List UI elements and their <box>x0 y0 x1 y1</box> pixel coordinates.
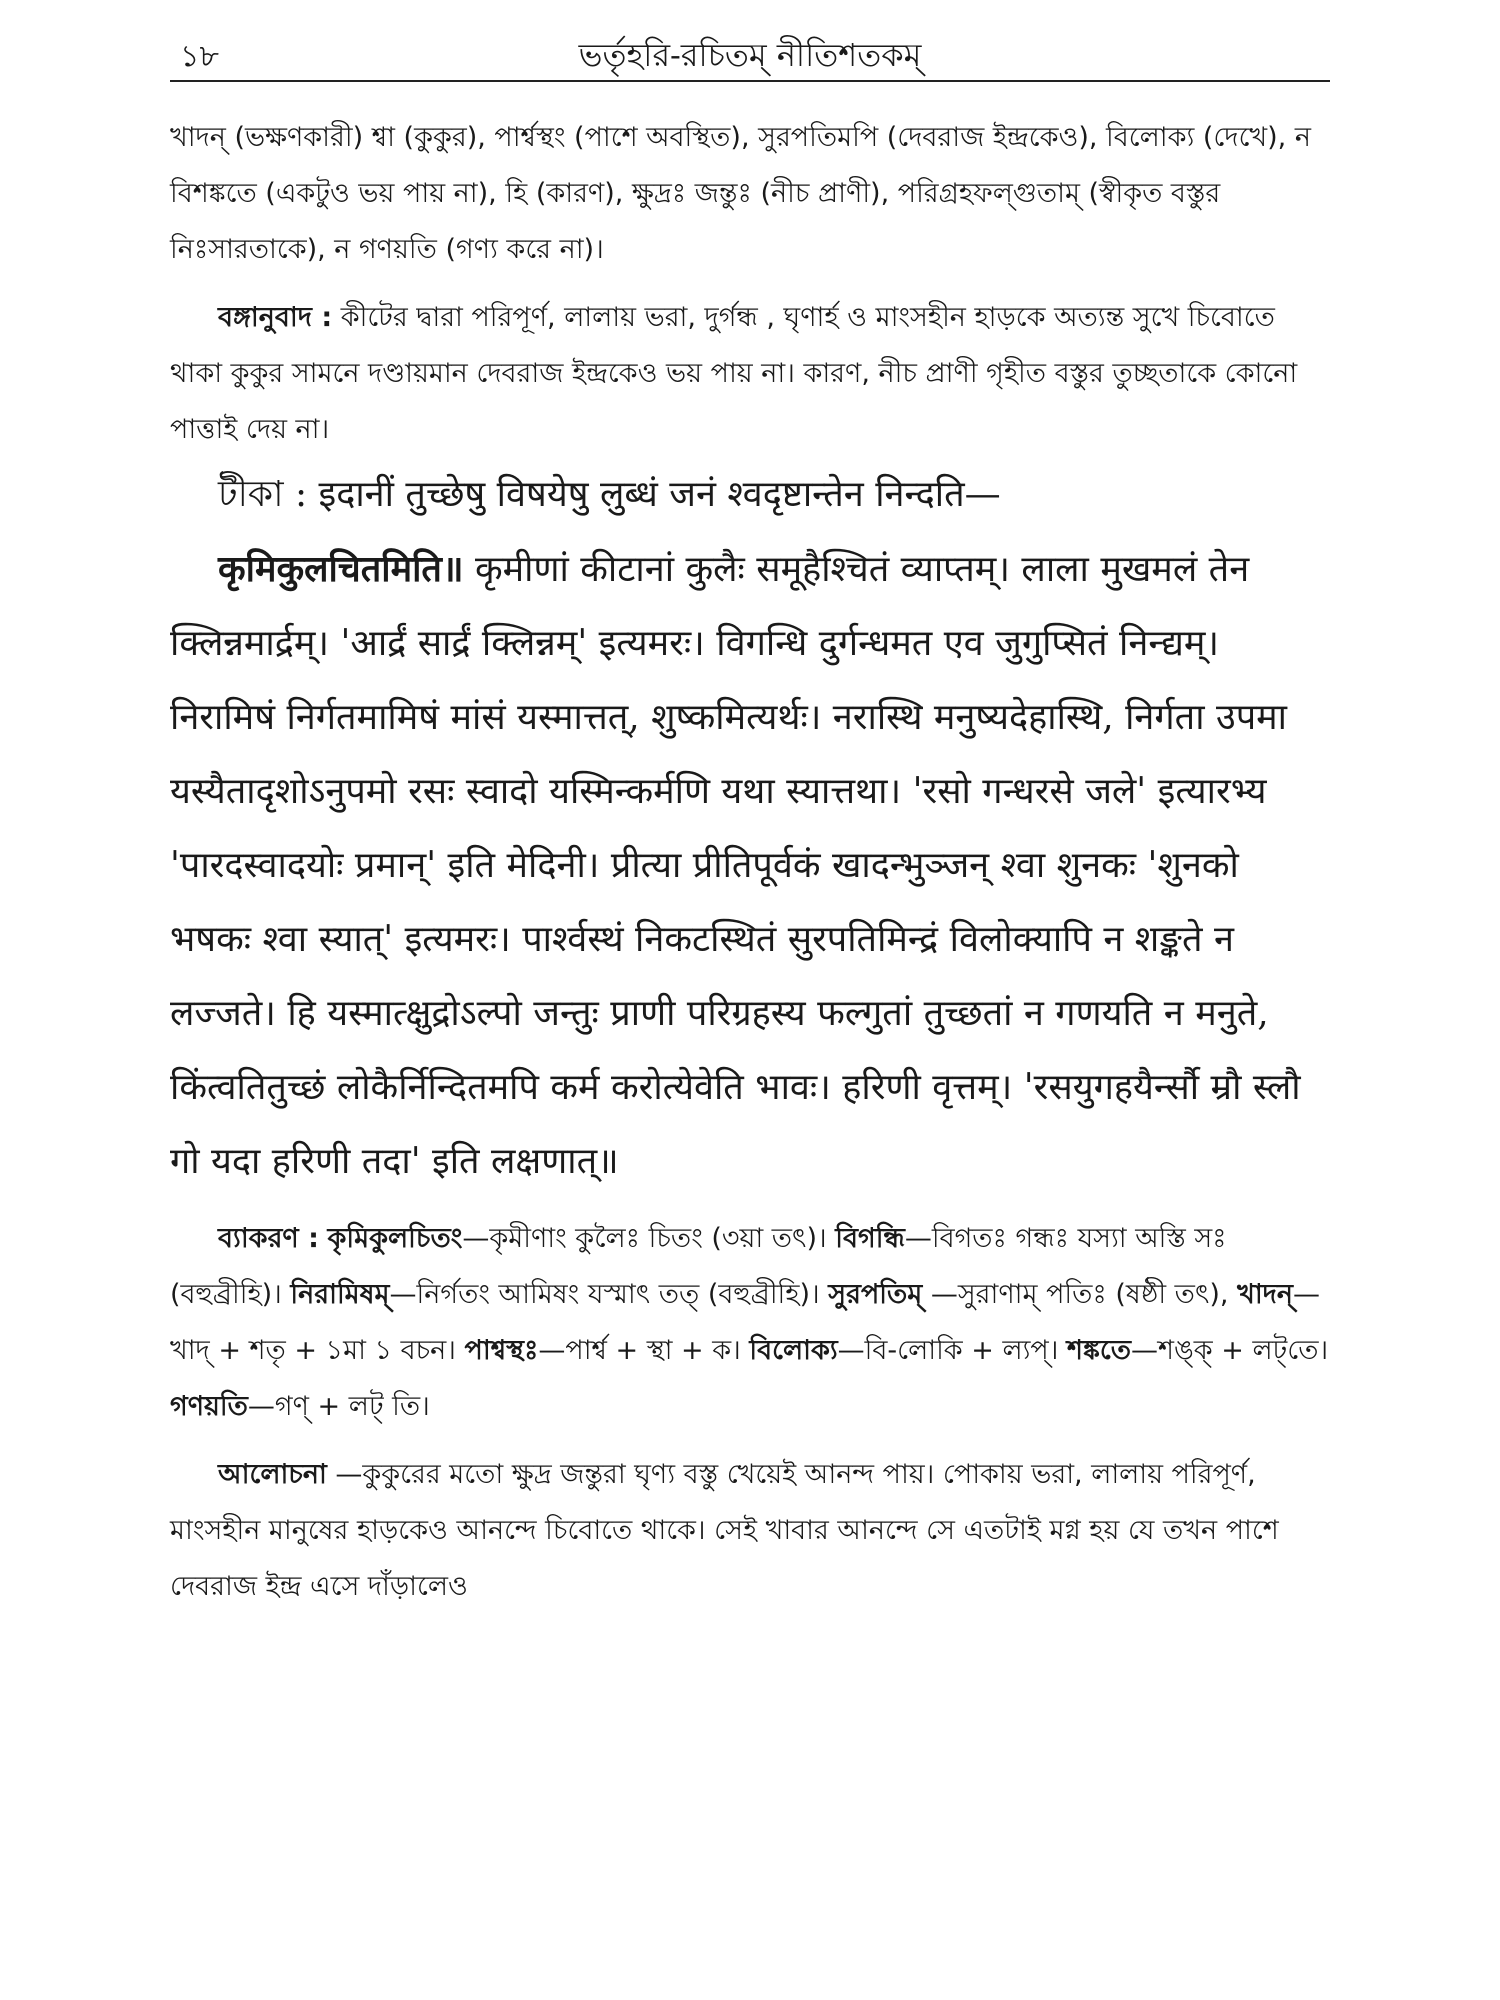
grammar-item <box>170 1391 430 1422</box>
translation-label: বঙ্গানুবাদ : <box>218 302 333 333</box>
running-title: ভর্তৃহরি-রচিতম্ নীতিশতকম্ <box>578 36 922 74</box>
grammar-term: কৃমিকুলচিতং <box>327 1223 463 1254</box>
grammar-def: —খাদ্ + শতৃ + ১মা ১ বচন। <box>170 1279 1320 1366</box>
grammar-def: —নির্গতং আমিষং যস্মাৎ তত্ (বহুব্রীহি)। <box>389 1279 820 1310</box>
commentary-lead: कृमिकुलचितमिति॥ <box>218 548 464 590</box>
commentary-text: कृमीणां कीटानां कुलैः समूहैश्चितं व्याप्तम्। लाला मुखमलं तेन क्लिन्नमार्द्रम्। 'आर्द्रं सार्द्रं क्लिन्नम्' इत्यमरः। विगन्धि दुर्गन्धमत एव जुगुप्सितं निन्द्यम्। निरामिषं निर्गतमामिषं मांसं यस्मात्तत्, शुष्कमित्यर्थः। नरास्थि मनुष्यदेहास्थि, निर्गता उपमा यस्यैतादृशोऽनुपमो रसः स्वादो यस्मिन्कर्मणि यथा स्यात्तथा। 'रसो गन्धरसे जले' इत्यारभ्य 'पारदस्वादयोः प्रमान्' इति मेदिनी। प्रीत्या प्रीतिपूर्वकं खादन्भुञ्जन् श्वा शुनकः 'शुनको भषकः श्वा स्यात्' इत्यमरः। पार्श्वस्थं निकटस्थितं सुरपतिमिन्द्रं विलोक्यापि न शङ्कते न लज्जते। हि यस्मात्क्षुद्रोऽल्पो जन्तुः प्राणी परिग्रहस्य फल्गुतां तुच्छतां न गणयति न मनुते, किंत्वतितुच्छं लोकैर्निन्दितमपि कर्म करोत्येवेति भावः। हरिणी वृत्तम्। 'रसयुगहयैर्न्सौ म्रौ स्लौ गो यदा हरिणी तदा' इति लक्षणात्॥ <box>170 549 1301 1182</box>
grammar-term: বিগন্ধি <box>835 1223 905 1254</box>
grammar-def: —শঙ্ক্ + লট্‌তে। <box>1130 1335 1329 1366</box>
grammar-term: সুরপতিম্ <box>828 1279 923 1310</box>
grammar-item <box>749 1335 1058 1366</box>
grammar-term: গণয়তি <box>170 1391 248 1422</box>
grammar-paragraph <box>170 1211 1330 1435</box>
grammar-def: —গণ্ + লট্ তি। <box>247 1391 430 1422</box>
discussion-paragraph <box>170 1447 1330 1615</box>
grammar-item <box>328 1223 827 1254</box>
grammar-term: নিরামিষম্ <box>290 1279 390 1310</box>
grammar-def: —সুরাণাম্ পতিঃ (ষষ্ঠী তৎ), <box>922 1279 1229 1310</box>
grammar-item <box>1067 1335 1328 1366</box>
grammar-def: —পার্শ্ব + স্থা + ক। <box>538 1335 741 1366</box>
grammar-item <box>290 1279 819 1310</box>
grammar-def: —বি-লোকি + ল্যপ্। <box>837 1335 1059 1366</box>
discussion-label: আলোচনা <box>218 1459 327 1490</box>
translation-paragraph <box>170 290 1330 458</box>
grammar-term: বিলোক্য <box>749 1335 838 1366</box>
grammar-item <box>828 1279 1228 1310</box>
grammar-term: খাদন্ <box>1237 1279 1293 1310</box>
commentary-paragraph <box>170 532 1330 1199</box>
translation-text: কীটের দ্বারা পরিপূর্ণ, লালায় ভরা, দুর্গন্ধ , ঘৃণার্হ ও মাংসহীন হাড়কে অত্যন্ত সুখে চিবোতে থাকা কুকুর সামনে দণ্ডায়মান দেবরাজ ইন্দ্রকেও ভয় পায় না। কারণ, নীচ প্রাণী গৃহীত বস্তুর তুচ্ছতাকে কোনো পাত্তাই দেয় না। <box>170 302 1298 445</box>
grammar-term: শঙ্কতে <box>1067 1335 1131 1366</box>
grammar-term: পাশ্বস্থঃ <box>464 1335 539 1366</box>
commentary-intro: টীকা : इदानीं तुच्छेषु विषयेषु लुब्धं जनं श्वदृष्टान्तेन निन्दति— <box>218 474 1001 515</box>
grammar-def: —বিগতঃ গন্ধঃ যস্যা অস্তি সঃ (বহুব্রীহি)। <box>170 1223 1227 1310</box>
grammar-item <box>465 1335 741 1366</box>
page-header <box>170 20 1330 82</box>
grammar-label: ব্যাকরণ : <box>218 1223 319 1254</box>
page-number: ১৮ <box>180 39 219 74</box>
grammar-def: —কৃমীণাং কুলৈঃ চিতং (৩য়া তৎ)। <box>462 1223 827 1254</box>
gloss-paragraph: খাদন্ (ভক্ষণকারী) শ্বা (কুকুর), পার্শ্বস্থং (পাশে অবস্থিত), সুরপতিমপি (দেবরাজ ইন্দ্রকেও), বিলোক্য (দেখে), ন বিশঙ্কতে (একটুও ভয় পায় না), হি (কারণ), ক্ষুদ্রঃ জন্তুঃ (নীচ প্রাণী), পরিগ্রহফল্গুতাম্ (স্বীকৃত বস্তুর নিঃসারতাকে), ন গণয়তি (গণ্য করে না)। <box>170 122 1311 265</box>
discussion-text: —কুকুরের মতো ক্ষুদ্র জন্তুরা ঘৃণ্য বস্তু খেয়েই আনন্দ পায়। পোকায় ভরা, লালায় পরিপূর্ণ, মাংসহীন মানুষের হাড়কেও আনন্দে চিবোতে থাকে। সেই খাবার আনন্দে সে এতটাই মগ্ন হয় যে তখন পাশে দেবরাজ ইন্দ্র এসে দাঁড়ালেও <box>170 1459 1279 1602</box>
